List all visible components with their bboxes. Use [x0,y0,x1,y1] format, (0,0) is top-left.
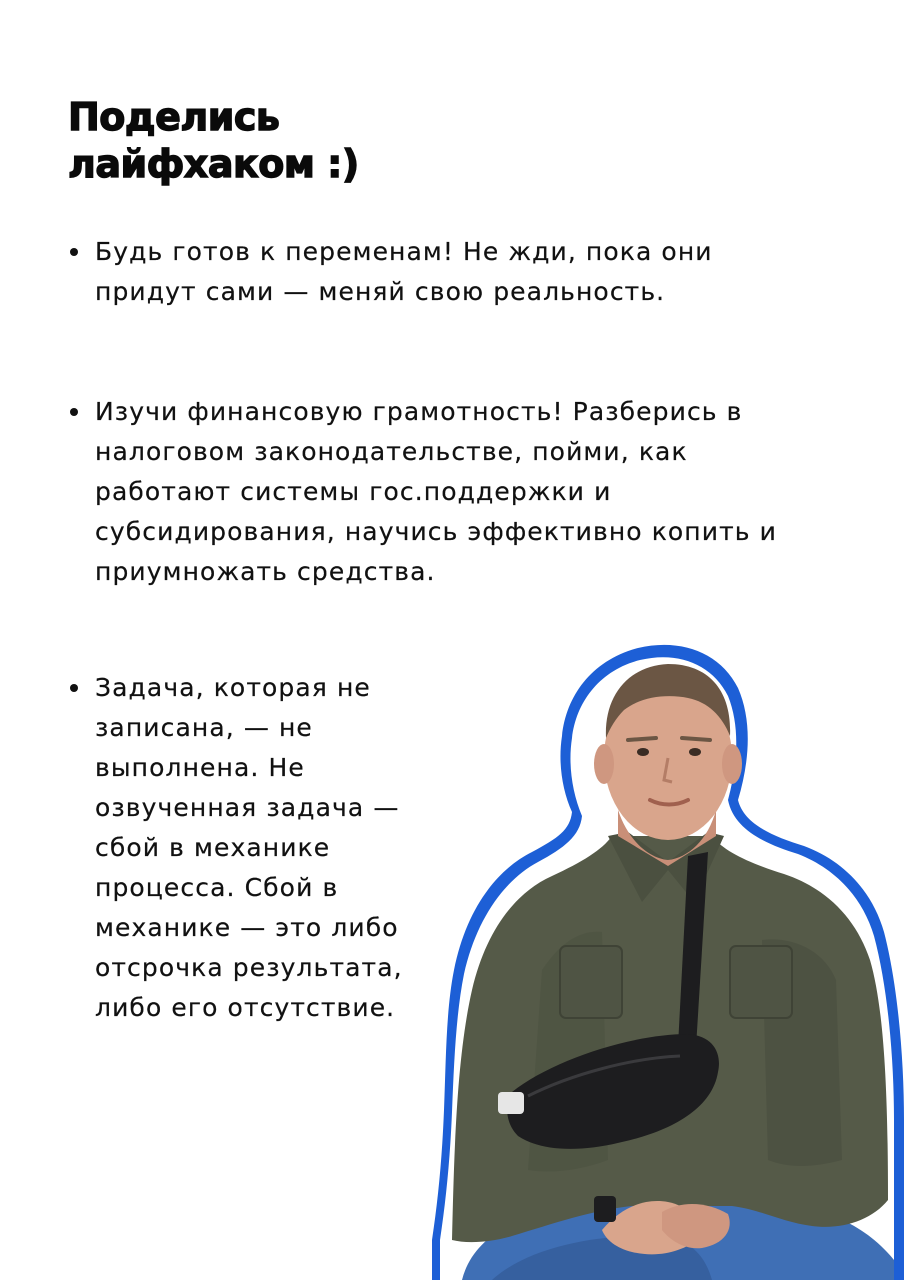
tip-item-task [68,668,425,1028]
page-title: Поделись лайфхаком :) [68,95,359,186]
tip-text: Будь готов к переменам! Не жди, пока они придут сами — меняй свою реальность. [95,237,713,306]
bullet-dot-icon [70,684,78,692]
person-photo-icon [432,640,904,1280]
tip-text: Задача, которая не записана, — не выполнена. Не озвученная задача — сбой в механике процесса. Сбой в механике — это либо отсрочка результата, либо его отсутствие. [95,673,403,1022]
bullet-dot-icon [70,248,78,256]
tip-item-finance [68,392,830,592]
bullet-dot-icon [70,408,78,416]
person-photo [432,640,904,1280]
tip-item-change [68,232,795,312]
tip-text: Изучи финансовую грамотность! Разберись в налоговом законодательстве, пойми, как работают системы гос.поддержки и субсидирования, научись эффективно копить и приумножать средства. [95,397,777,586]
